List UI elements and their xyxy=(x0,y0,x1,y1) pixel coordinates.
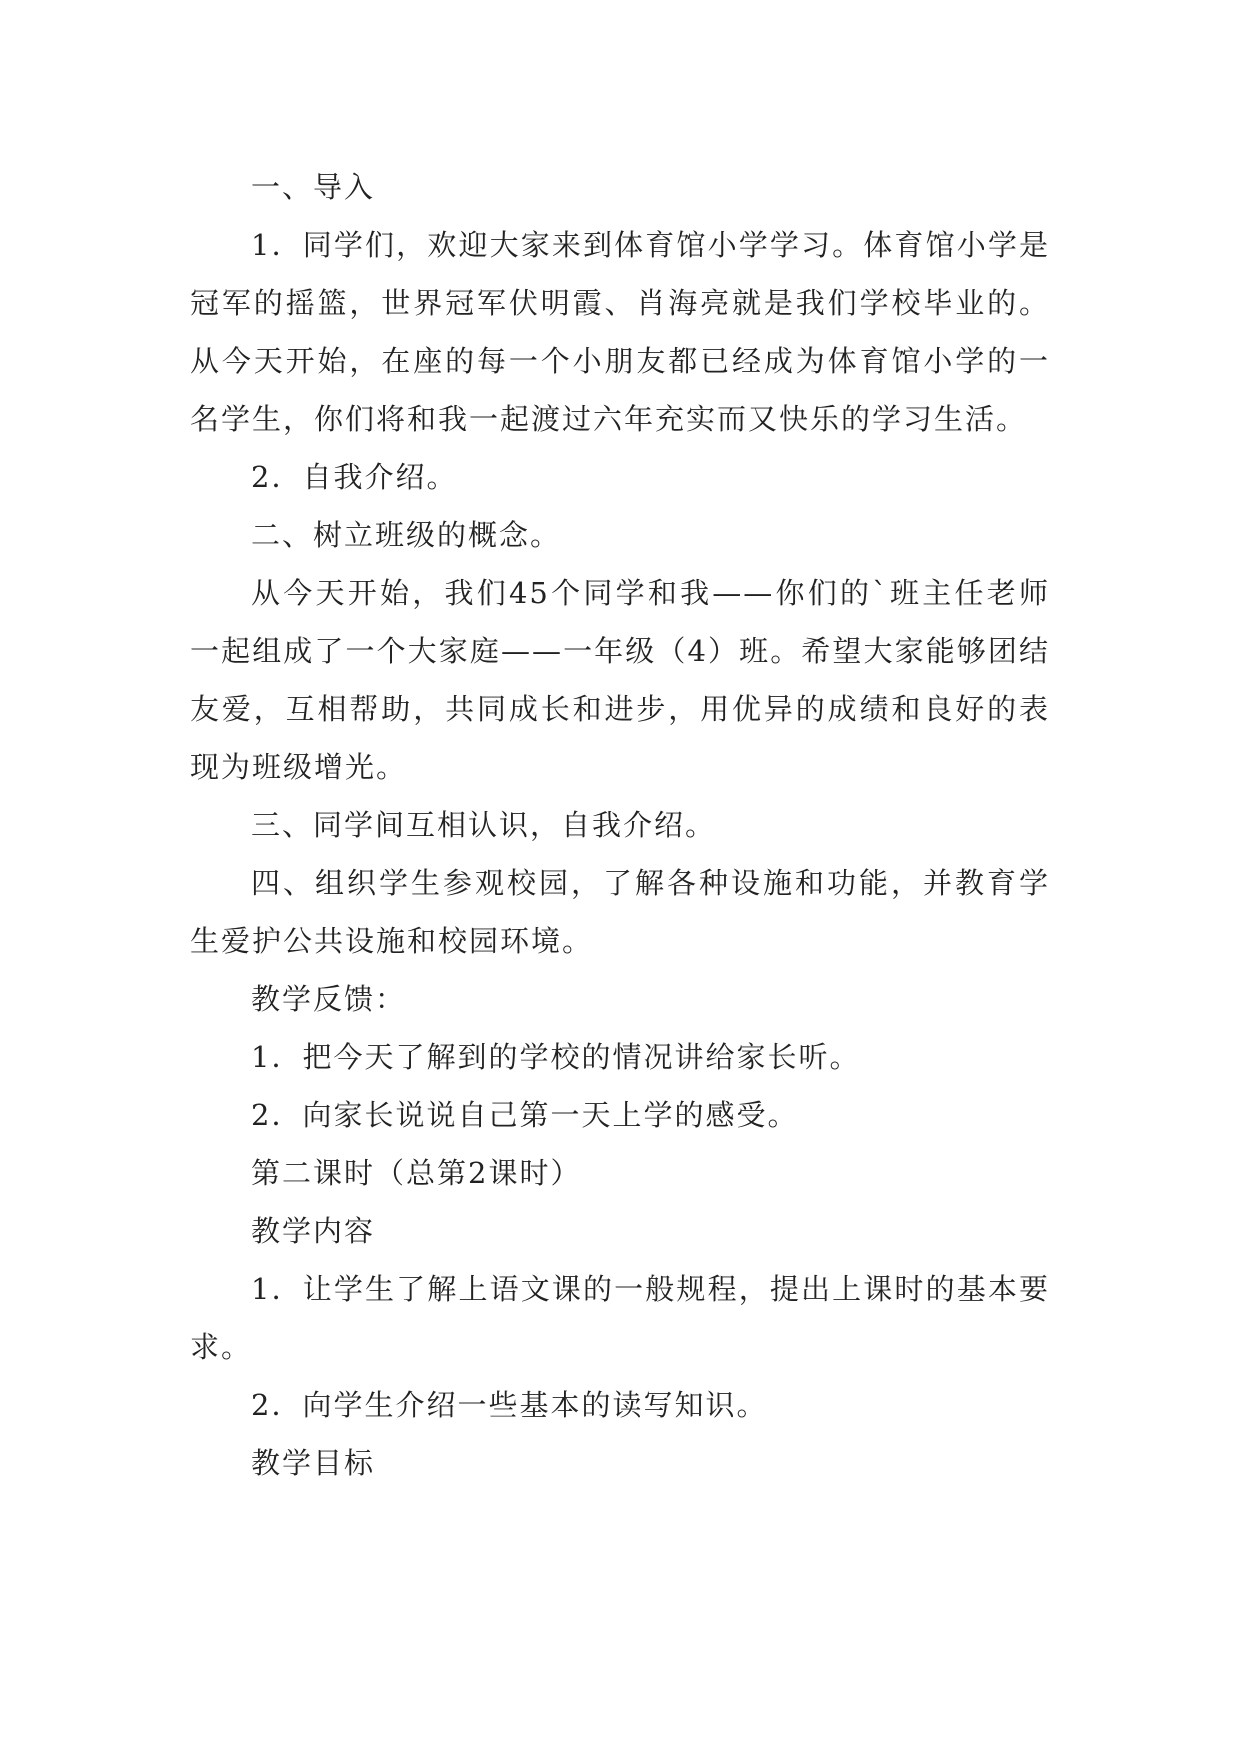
paragraph-feedback-2: 2．向家长说说自己第一天上学的感受。 xyxy=(251,1098,799,1132)
heading-teaching-content: 教学内容 xyxy=(251,1214,376,1248)
paragraph-content-2: 2．向学生介绍一些基本的读写知识。 xyxy=(251,1388,768,1422)
section-heading-intro: 一、导入 xyxy=(251,170,376,204)
section-heading-campus-tour: 四、组织学生参观校园，了解各种设施和功能，并教育学生爱护公共设施和校园环境。 xyxy=(190,866,1050,958)
heading-teaching-goals: 教学目标 xyxy=(251,1446,376,1480)
document-body xyxy=(190,158,1050,1492)
section-heading-classmates: 三、同学间互相认识，自我介绍。 xyxy=(251,808,717,842)
heading-second-lesson: 第二课时（总第2课时） xyxy=(251,1156,582,1190)
paragraph-content-1: 1．让学生了解上语文课的一般规程，提出上课时的基本要求。 xyxy=(190,1272,1050,1364)
paragraph-self-intro: 2．自我介绍。 xyxy=(251,460,458,494)
paragraph-class-family: 从今天开始，我们45个同学和我——你们的`班主任老师一起组成了一个大家庭——一年级（4）班。希望大家能够团结友爱，互相帮助，共同成长和进步，用优异的成绩和良好的表现为班级增光。 xyxy=(190,576,1050,784)
paragraph-welcome: 1．同学们，欢迎大家来到体育馆小学学习。体育馆小学是冠军的摇篮，世界冠军伏明霞、肖海亮就是我们学校毕业的。从今天开始，在座的每一个小朋友都已经成为体育馆小学的一名学生，你们将和我一起渡过六年充实而又快乐的学习生活。 xyxy=(190,228,1050,436)
heading-teaching-feedback: 教学反馈： xyxy=(251,982,407,1016)
section-heading-class-concept: 二、树立班级的概念。 xyxy=(251,518,562,552)
paragraph-feedback-1: 1．把今天了解到的学校的情况讲给家长听。 xyxy=(251,1040,861,1074)
